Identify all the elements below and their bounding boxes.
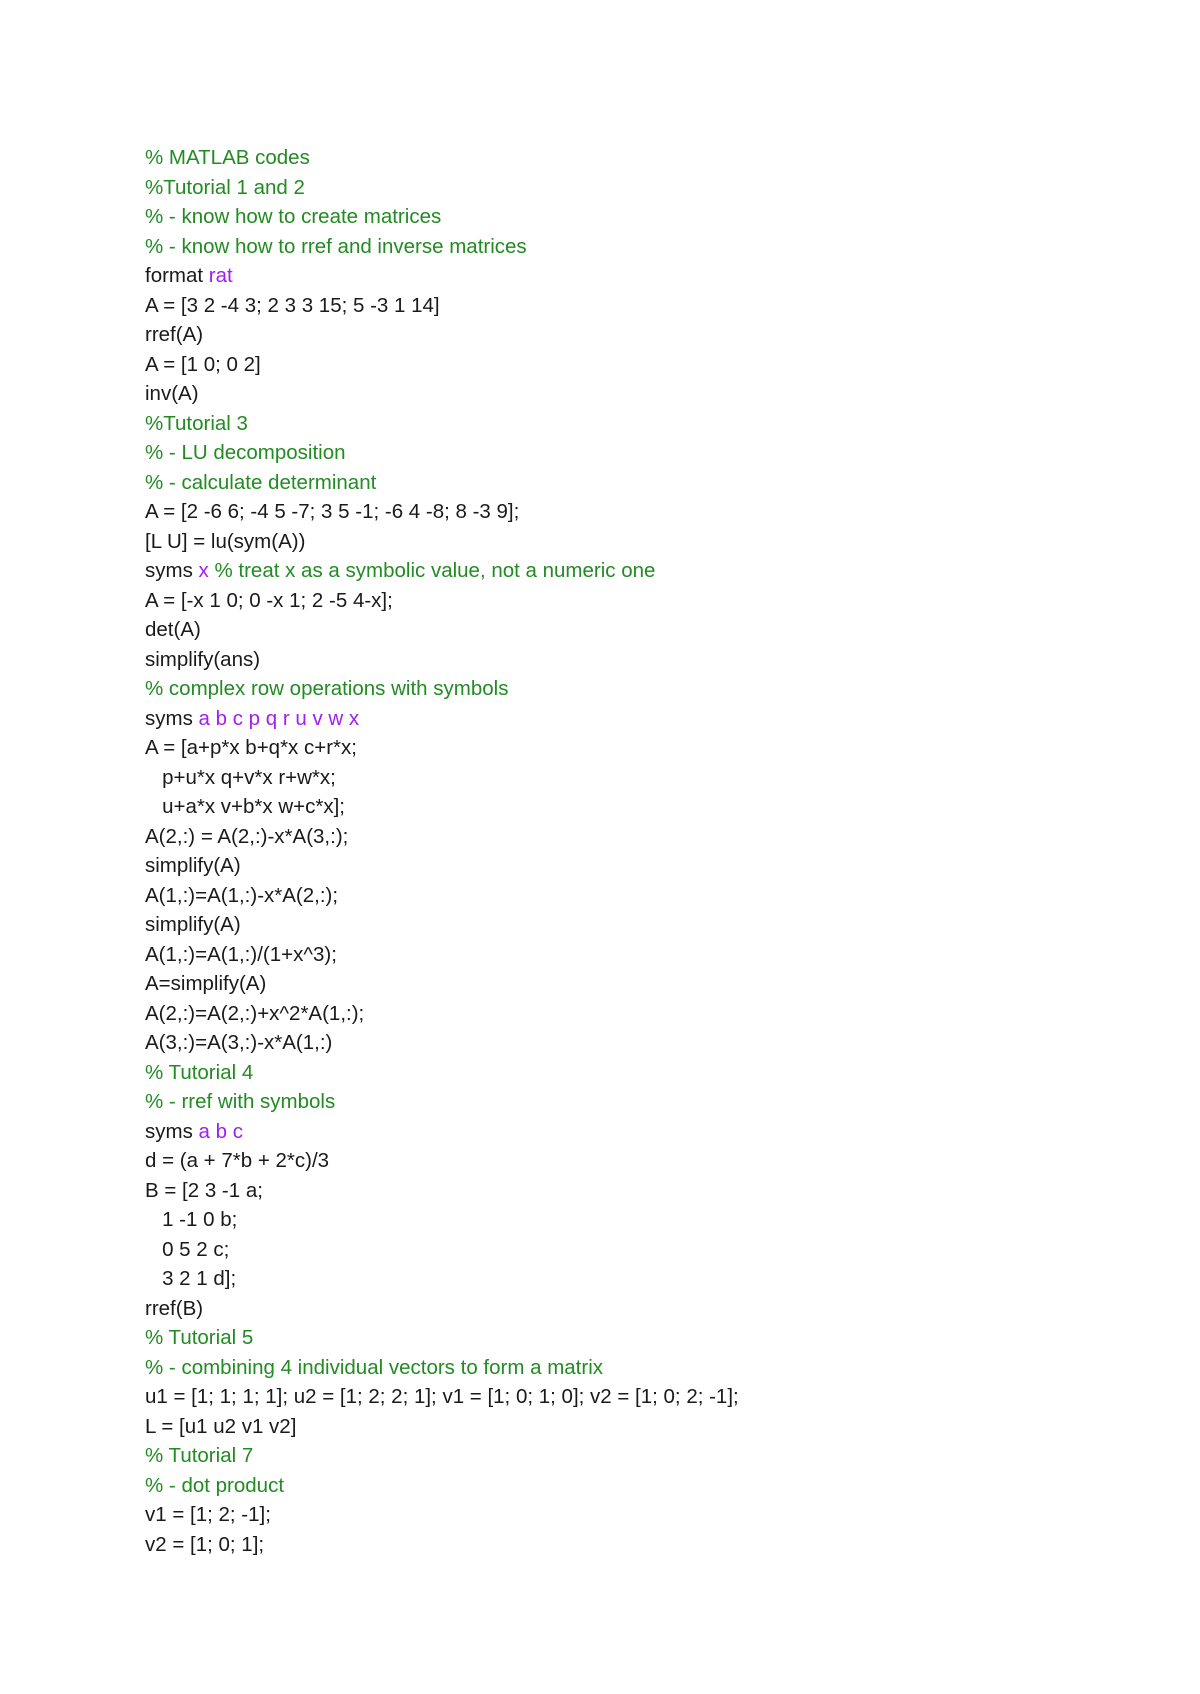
code-comment: % - LU decomposition (145, 441, 346, 464)
code-line (145, 674, 1145, 704)
code-text: L = [u1 u2 v1 v2] (145, 1414, 297, 1438)
code-line (145, 556, 1145, 586)
code-line (145, 232, 1145, 262)
code-line (145, 291, 1145, 321)
code-line (145, 1264, 1145, 1294)
code-line (145, 969, 1145, 999)
code-line (145, 881, 1145, 911)
code-text: rref(A) (145, 323, 204, 346)
code-line (145, 1500, 1145, 1530)
code-text: A = [-x 1 0; 0 -x 1; 2 -5 4-x]; (145, 588, 393, 612)
code-line (145, 1530, 1145, 1560)
code-argument: rat (208, 264, 233, 287)
code-line (145, 1323, 1145, 1353)
code-text: B = [2 3 -1 a; (145, 1178, 263, 1202)
code-comment: % treat x as a symbolic value, not a numeric one (208, 559, 656, 582)
code-text: syms (145, 706, 199, 730)
code-text: A(2,:)=A(2,:)+x^2*A(1,:); (145, 1001, 365, 1025)
code-line (145, 143, 1145, 173)
code-comment: % - combining 4 individual vectors to form a matrix (145, 1355, 604, 1379)
code-text: [L U] = lu(sym(A)) (145, 529, 306, 553)
matlab-code-listing (145, 143, 1145, 1559)
code-comment: % - calculate determinant (145, 470, 377, 494)
code-text: A = [2 -6 6; -4 5 -7; 3 5 -1; -6 4 -8; 8 -3 9]; (145, 500, 520, 523)
code-line (145, 1117, 1145, 1147)
code-text: v2 = [1; 0; 1]; (145, 1532, 265, 1556)
code-line (145, 379, 1145, 409)
code-text: format (145, 264, 209, 287)
code-argument: a b c p q r u v w x (198, 706, 360, 730)
code-text: 1 -1 0 b; (145, 1208, 238, 1231)
code-line (145, 202, 1145, 232)
code-text: A=simplify(A) (145, 972, 267, 995)
code-text: A = [3 2 -4 3; 2 3 3 15; 5 -3 1 14] (145, 293, 440, 317)
code-text: A(3,:)=A(3,:)-x*A(1,:) (145, 1031, 333, 1054)
code-line (145, 763, 1145, 793)
code-line (145, 527, 1145, 557)
code-comment: % Tutorial 5 (145, 1326, 254, 1349)
code-line (145, 851, 1145, 881)
code-line (145, 586, 1145, 616)
code-text: det(A) (145, 618, 201, 641)
code-text: v1 = [1; 2; -1]; (145, 1503, 271, 1526)
code-line (145, 615, 1145, 645)
code-line (145, 1087, 1145, 1117)
code-line (145, 1058, 1145, 1088)
code-line (145, 733, 1145, 763)
code-line (145, 1146, 1145, 1176)
code-text: A(1,:)=A(1,:)-x*A(2,:); (145, 883, 339, 907)
code-line (145, 940, 1145, 970)
code-line (145, 1471, 1145, 1501)
code-line (145, 999, 1145, 1029)
code-comment: % Tutorial 4 (145, 1060, 254, 1084)
code-line (145, 409, 1145, 439)
code-text: A = [1 0; 0 2] (145, 352, 261, 376)
code-text: A(1,:)=A(1,:)/(1+x^3); (145, 942, 337, 966)
code-line (145, 173, 1145, 203)
code-comment: % - know how to create matrices (145, 205, 442, 228)
code-line (145, 1235, 1145, 1265)
code-text: d = (a + 7*b + 2*c)/3 (145, 1149, 330, 1172)
code-comment: % - dot product (145, 1473, 285, 1497)
code-text: 0 5 2 c; (145, 1237, 230, 1261)
code-line (145, 320, 1145, 350)
code-text: rref(B) (145, 1296, 204, 1320)
code-comment: % - rref with symbols (145, 1090, 336, 1113)
code-comment: % complex row operations with symbols (145, 677, 509, 700)
code-line (145, 645, 1145, 675)
code-line (145, 1205, 1145, 1235)
code-text: syms (145, 559, 199, 582)
code-text: inv(A) (145, 382, 199, 405)
code-argument: a b c (198, 1119, 243, 1143)
code-line (145, 1382, 1145, 1412)
code-line (145, 792, 1145, 822)
code-line (145, 438, 1145, 468)
code-comment: % - know how to rref and inverse matrices (145, 234, 527, 258)
code-line (145, 1294, 1145, 1324)
code-line (145, 261, 1145, 291)
code-comment: %Tutorial 3 (145, 411, 248, 435)
code-argument: x (198, 559, 209, 582)
code-comment: % MATLAB codes (145, 146, 310, 169)
code-text: 3 2 1 d]; (145, 1267, 237, 1290)
code-line (145, 910, 1145, 940)
code-comment: % Tutorial 7 (145, 1444, 254, 1467)
code-text: syms (145, 1119, 199, 1143)
code-line (145, 1441, 1145, 1471)
code-line (145, 1412, 1145, 1442)
code-text: A(2,:) = A(2,:)-x*A(3,:); (145, 824, 349, 848)
code-line (145, 1353, 1145, 1383)
code-text: simplify(A) (145, 913, 241, 936)
code-line (145, 822, 1145, 852)
code-text: simplify(ans) (145, 647, 261, 671)
code-line (145, 497, 1145, 527)
code-text: simplify(A) (145, 854, 241, 877)
code-text: p+u*x q+v*x r+w*x; (145, 765, 336, 789)
code-line (145, 468, 1145, 498)
code-comment: %Tutorial 1 and 2 (145, 175, 305, 199)
code-line (145, 1028, 1145, 1058)
code-text: u+a*x v+b*x w+c*x]; (145, 795, 345, 818)
code-text: u1 = [1; 1; 1; 1]; u2 = [1; 2; 2; 1]; v1 = [1; 0; 1; 0]; v2 = [1; 0; 2; -1]; (145, 1385, 739, 1408)
code-line (145, 704, 1145, 734)
code-line (145, 350, 1145, 380)
code-text: A = [a+p*x b+q*x c+r*x; (145, 736, 357, 759)
code-line (145, 1176, 1145, 1206)
